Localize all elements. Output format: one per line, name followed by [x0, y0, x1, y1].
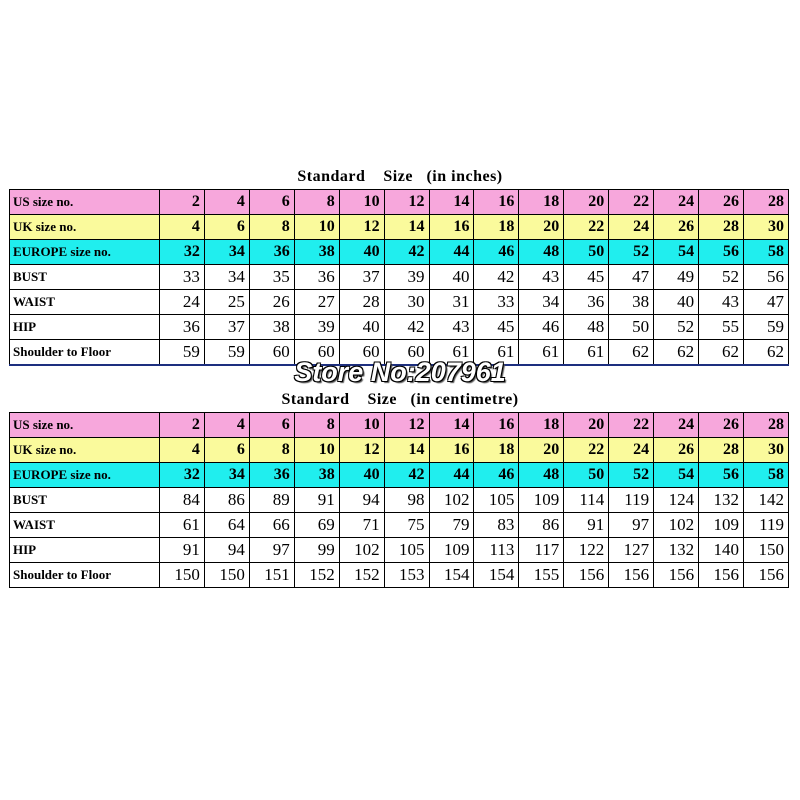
- inches-table-title: Standard Size (in inches): [297, 168, 503, 185]
- size-cell: 20: [564, 413, 609, 438]
- row-label: UK size no.: [10, 215, 160, 240]
- size-cell: 36: [160, 315, 205, 340]
- size-cell: 60: [294, 340, 339, 365]
- size-cell: 156: [699, 563, 744, 588]
- centimetre-size-table: [9, 412, 789, 588]
- size-cell: 156: [609, 563, 654, 588]
- size-cell: 94: [204, 538, 249, 563]
- row-label: EUROPE size no.: [10, 463, 160, 488]
- europe-size-row: [10, 240, 789, 265]
- shoulder-to-floor-row: [10, 563, 789, 588]
- size-cell: 98: [384, 488, 429, 513]
- store-watermark: Store No:207961: [294, 357, 506, 387]
- size-cell: 114: [564, 488, 609, 513]
- size-cell: 105: [474, 488, 519, 513]
- size-cell: 47: [609, 265, 654, 290]
- size-cell: 24: [654, 413, 699, 438]
- size-cell: 45: [474, 315, 519, 340]
- size-cell: 62: [743, 340, 788, 365]
- size-cell: 32: [160, 463, 205, 488]
- size-cell: 16: [429, 438, 474, 463]
- size-cell: 36: [249, 463, 294, 488]
- size-cell: 6: [249, 190, 294, 215]
- size-cell: 42: [384, 463, 429, 488]
- size-cell: 24: [609, 438, 654, 463]
- size-cell: 28: [743, 190, 788, 215]
- size-cell: 18: [519, 190, 564, 215]
- size-cell: 24: [609, 215, 654, 240]
- size-cell: 38: [294, 240, 339, 265]
- size-cell: 49: [654, 265, 699, 290]
- size-cell: 10: [339, 413, 384, 438]
- size-cell: 71: [339, 513, 384, 538]
- size-cell: 43: [429, 315, 474, 340]
- size-cell: 4: [160, 215, 205, 240]
- size-cell: 33: [474, 290, 519, 315]
- size-cell: 102: [429, 488, 474, 513]
- size-cell: 8: [294, 413, 339, 438]
- uk-size-row: [10, 215, 789, 240]
- size-cell: 20: [519, 438, 564, 463]
- row-label: WAIST: [10, 513, 160, 538]
- size-cell: 37: [204, 315, 249, 340]
- size-cell: 119: [743, 513, 788, 538]
- size-cell: 4: [204, 413, 249, 438]
- size-cell: 56: [699, 463, 744, 488]
- row-label: BUST: [10, 265, 160, 290]
- size-cell: 6: [204, 215, 249, 240]
- size-cell: 150: [160, 563, 205, 588]
- size-cell: 32: [160, 240, 205, 265]
- size-cell: 45: [564, 265, 609, 290]
- size-cell: 86: [519, 513, 564, 538]
- size-cell: 36: [249, 240, 294, 265]
- size-cell: 94: [339, 488, 384, 513]
- size-cell: 31: [429, 290, 474, 315]
- size-cell: 50: [609, 315, 654, 340]
- us-size-row: [10, 190, 789, 215]
- inches-size-table: [9, 189, 789, 365]
- size-cell: 10: [294, 215, 339, 240]
- size-cell: 12: [339, 438, 384, 463]
- size-cell: 58: [743, 240, 788, 265]
- size-cell: 22: [609, 190, 654, 215]
- size-cell: 156: [654, 563, 699, 588]
- size-cell: 62: [609, 340, 654, 365]
- size-cell: 127: [609, 538, 654, 563]
- size-cell: 8: [249, 215, 294, 240]
- size-cell: 30: [743, 215, 788, 240]
- size-cell: 60: [339, 340, 384, 365]
- size-cell: 75: [384, 513, 429, 538]
- size-cell: 35: [249, 265, 294, 290]
- size-cell: 99: [294, 538, 339, 563]
- size-cell: 42: [384, 315, 429, 340]
- size-cell: 10: [339, 190, 384, 215]
- size-cell: 97: [249, 538, 294, 563]
- size-cell: 6: [249, 413, 294, 438]
- size-cell: 151: [249, 563, 294, 588]
- size-cell: 83: [474, 513, 519, 538]
- europe-size-row: [10, 463, 789, 488]
- size-cell: 54: [654, 240, 699, 265]
- size-cell: 38: [609, 290, 654, 315]
- size-cell: 62: [654, 340, 699, 365]
- size-cell: 56: [743, 265, 788, 290]
- size-cell: 44: [429, 240, 474, 265]
- size-cell: 46: [474, 240, 519, 265]
- size-cell: 28: [699, 438, 744, 463]
- size-cell: 18: [474, 438, 519, 463]
- size-cell: 34: [204, 240, 249, 265]
- size-cell: 6: [204, 438, 249, 463]
- size-cell: 69: [294, 513, 339, 538]
- size-cell: 61: [564, 340, 609, 365]
- size-cell: 34: [204, 463, 249, 488]
- size-cell: 84: [160, 488, 205, 513]
- size-cell: 2: [160, 413, 205, 438]
- size-cell: 26: [654, 438, 699, 463]
- size-cell: 156: [743, 563, 788, 588]
- size-cell: 102: [654, 513, 699, 538]
- size-cell: 58: [743, 463, 788, 488]
- size-cell: 36: [294, 265, 339, 290]
- size-cell: 60: [384, 340, 429, 365]
- size-cell: 28: [743, 413, 788, 438]
- size-cell: 124: [654, 488, 699, 513]
- size-cell: 34: [204, 265, 249, 290]
- size-cell: 4: [204, 190, 249, 215]
- size-cell: 89: [249, 488, 294, 513]
- size-cell: 40: [339, 315, 384, 340]
- size-cell: 152: [294, 563, 339, 588]
- row-label: HIP: [10, 538, 160, 563]
- size-cell: 132: [654, 538, 699, 563]
- size-cell: 61: [519, 340, 564, 365]
- us-size-row: [10, 413, 789, 438]
- size-cell: 38: [294, 463, 339, 488]
- size-cell: 52: [699, 265, 744, 290]
- size-cell: 42: [474, 265, 519, 290]
- size-cell: 86: [204, 488, 249, 513]
- row-label: US size no.: [10, 190, 160, 215]
- size-cell: 55: [699, 315, 744, 340]
- size-cell: 59: [743, 315, 788, 340]
- size-cell: 59: [160, 340, 205, 365]
- size-cell: 10: [294, 438, 339, 463]
- size-cell: 105: [384, 538, 429, 563]
- size-cell: 154: [429, 563, 474, 588]
- size-cell: 18: [474, 215, 519, 240]
- size-cell: 16: [474, 413, 519, 438]
- size-cell: 122: [564, 538, 609, 563]
- size-cell: 66: [249, 513, 294, 538]
- size-cell: 91: [294, 488, 339, 513]
- hip-row: [10, 315, 789, 340]
- size-cell: 22: [609, 413, 654, 438]
- size-cell: 150: [204, 563, 249, 588]
- size-cell: 42: [384, 240, 429, 265]
- size-cell: 48: [519, 240, 564, 265]
- size-cell: 54: [654, 463, 699, 488]
- size-cell: 24: [160, 290, 205, 315]
- size-cell: 79: [429, 513, 474, 538]
- row-label: BUST: [10, 488, 160, 513]
- size-cell: 109: [699, 513, 744, 538]
- size-cell: 56: [699, 240, 744, 265]
- size-cell: 26: [699, 190, 744, 215]
- size-cell: 18: [519, 413, 564, 438]
- size-cell: 109: [429, 538, 474, 563]
- size-cell: 12: [384, 190, 429, 215]
- size-cell: 44: [429, 463, 474, 488]
- size-cell: 48: [519, 463, 564, 488]
- size-cell: 20: [519, 215, 564, 240]
- size-cell: 26: [249, 290, 294, 315]
- size-cell: 16: [474, 190, 519, 215]
- size-cell: 22: [564, 438, 609, 463]
- row-label: Shoulder to Floor: [10, 340, 160, 365]
- size-cell: 91: [564, 513, 609, 538]
- size-cell: 27: [294, 290, 339, 315]
- size-cell: 14: [429, 413, 474, 438]
- size-cell: 14: [429, 190, 474, 215]
- size-cell: 30: [384, 290, 429, 315]
- size-cell: 109: [519, 488, 564, 513]
- size-cell: 50: [564, 240, 609, 265]
- bust-row: [10, 265, 789, 290]
- size-cell: 34: [519, 290, 564, 315]
- size-cell: 14: [384, 438, 429, 463]
- size-cell: 2: [160, 190, 205, 215]
- size-cell: 43: [699, 290, 744, 315]
- row-label: Shoulder to Floor: [10, 563, 160, 588]
- size-cell: 43: [519, 265, 564, 290]
- size-cell: 140: [699, 538, 744, 563]
- size-cell: 155: [519, 563, 564, 588]
- size-cell: 14: [384, 215, 429, 240]
- size-cell: 22: [564, 215, 609, 240]
- size-cell: 36: [564, 290, 609, 315]
- size-cell: 40: [339, 463, 384, 488]
- size-cell: 97: [609, 513, 654, 538]
- size-cell: 8: [249, 438, 294, 463]
- size-cell: 46: [519, 315, 564, 340]
- size-cell: 117: [519, 538, 564, 563]
- size-cell: 60: [249, 340, 294, 365]
- size-cell: 132: [699, 488, 744, 513]
- size-cell: 52: [609, 463, 654, 488]
- size-cell: 37: [339, 265, 384, 290]
- size-cell: 46: [474, 463, 519, 488]
- waist-row: [10, 513, 789, 538]
- size-cell: 153: [384, 563, 429, 588]
- size-cell: 61: [429, 340, 474, 365]
- size-cell: 24: [654, 190, 699, 215]
- size-cell: 8: [294, 190, 339, 215]
- size-cell: 64: [204, 513, 249, 538]
- size-cell: 152: [339, 563, 384, 588]
- size-cell: 33: [160, 265, 205, 290]
- row-label: US size no.: [10, 413, 160, 438]
- size-cell: 61: [160, 513, 205, 538]
- row-label: WAIST: [10, 290, 160, 315]
- size-cell: 38: [249, 315, 294, 340]
- size-cell: 26: [699, 413, 744, 438]
- size-cell: 28: [699, 215, 744, 240]
- size-cell: 47: [743, 290, 788, 315]
- size-cell: 40: [654, 290, 699, 315]
- size-cell: 91: [160, 538, 205, 563]
- size-cell: 20: [564, 190, 609, 215]
- size-cell: 40: [429, 265, 474, 290]
- bust-row: [10, 488, 789, 513]
- size-cell: 142: [743, 488, 788, 513]
- size-cell: 12: [384, 413, 429, 438]
- size-cell: 39: [384, 265, 429, 290]
- size-cell: 62: [699, 340, 744, 365]
- size-cell: 113: [474, 538, 519, 563]
- size-cell: 28: [339, 290, 384, 315]
- row-label: UK size no.: [10, 438, 160, 463]
- size-cell: 59: [204, 340, 249, 365]
- centimetre-table-title: Standard Size (in centimetre): [281, 391, 519, 408]
- hip-row: [10, 538, 789, 563]
- row-label: HIP: [10, 315, 160, 340]
- size-cell: 154: [474, 563, 519, 588]
- size-cell: 16: [429, 215, 474, 240]
- size-cell: 25: [204, 290, 249, 315]
- size-cell: 39: [294, 315, 339, 340]
- uk-size-row: [10, 438, 789, 463]
- size-cell: 26: [654, 215, 699, 240]
- size-cell: 12: [339, 215, 384, 240]
- size-cell: 48: [564, 315, 609, 340]
- size-cell: 156: [564, 563, 609, 588]
- size-cell: 52: [609, 240, 654, 265]
- size-cell: 150: [743, 538, 788, 563]
- size-cell: 4: [160, 438, 205, 463]
- row-label: EUROPE size no.: [10, 240, 160, 265]
- waist-row: [10, 290, 789, 315]
- size-cell: 50: [564, 463, 609, 488]
- size-cell: 61: [474, 340, 519, 365]
- size-cell: 52: [654, 315, 699, 340]
- size-cell: 30: [743, 438, 788, 463]
- size-cell: 40: [339, 240, 384, 265]
- size-cell: 102: [339, 538, 384, 563]
- size-cell: 119: [609, 488, 654, 513]
